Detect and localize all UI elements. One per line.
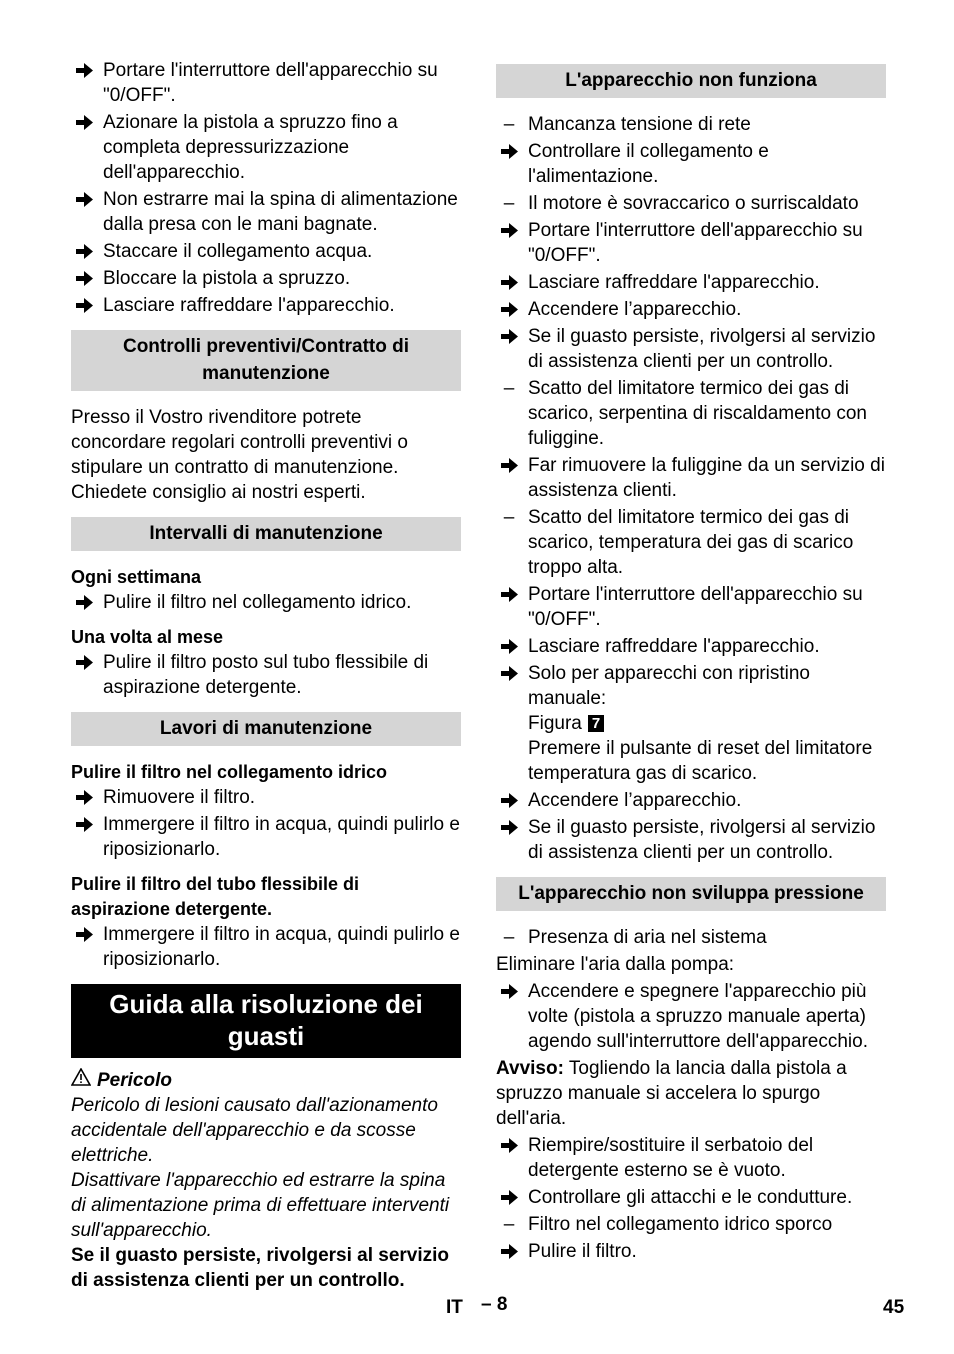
no-pressure-heading: L'apparecchio non sviluppa pressione	[496, 877, 886, 911]
intro-steps	[71, 58, 461, 318]
not-working-item-text: Controllare il collegamento e l'alimentazione.	[528, 141, 769, 187]
arrow-icon	[498, 270, 520, 295]
dash-icon: –	[503, 114, 515, 135]
after-reset-item-text: Se il guasto persiste, rivolgersi al servizio di assistenza clienti per un controllo.	[528, 817, 876, 863]
dash-icon: –	[503, 927, 515, 948]
final-item	[496, 1239, 886, 1264]
not-working-item-text: Se il guasto persiste, rivolgersi al servizio di assistenza clienti per un controllo.	[528, 326, 876, 372]
arrow-icon	[498, 297, 520, 322]
air-cause	[496, 925, 886, 950]
water-filter-step-text: Rimuovere il filtro.	[103, 787, 256, 808]
monthly-step-text: Pulire il filtro posto sul tubo flessibile di aspirazione detergente.	[103, 652, 429, 698]
clean-hose-filter-step	[71, 922, 461, 972]
arrow-icon	[498, 634, 520, 659]
monthly-step	[71, 650, 461, 700]
work-heading: Lavori di manutenzione	[71, 712, 461, 746]
intro-step-text: Portare l'interruttore dell'apparecchio su "0/OFF".	[103, 60, 438, 106]
intervals-heading: Intervalli di manutenzione	[71, 517, 461, 551]
arrow-icon	[498, 582, 520, 607]
final-item-text: Riempire/sostituire il serbatoio del detergente esterno se è vuoto.	[528, 1135, 814, 1181]
arrow-icon	[498, 1185, 520, 1210]
weekly-step	[71, 590, 461, 615]
not-working-item-text: Far rimuovere la fuliggine da un servizio di assistenza clienti.	[528, 455, 885, 501]
monthly-label: Una volta al mese	[71, 627, 224, 647]
arrow-icon	[73, 785, 95, 810]
water-filter-step	[71, 812, 461, 862]
arrow-icon	[73, 590, 95, 615]
arrow-icon	[73, 110, 95, 135]
after-reset-item	[496, 788, 886, 813]
arrow-icon	[498, 139, 520, 164]
dash-icon: –	[503, 1214, 515, 1235]
water-filter-step-text: Immergere il filtro in acqua, quindi pulirlo e riposizionarlo.	[103, 814, 460, 860]
arrow-icon	[498, 979, 520, 1004]
dash-icon: –	[503, 193, 515, 214]
final-item	[496, 1185, 886, 1210]
not-working-item	[496, 634, 886, 659]
controls-heading: Controlli preventivi/Contratto di manutenzione	[71, 330, 461, 391]
intro-step-text: Staccare il collegamento acqua.	[103, 241, 373, 262]
troubleshoot-heading: Guida alla risoluzione dei guasti	[71, 984, 461, 1058]
final-item	[496, 1133, 886, 1183]
danger-text-2: Disattivare l'apparecchio ed estrarre la spina di alimentazione prima di effettuare interventi sull'apparecchio.	[71, 1170, 450, 1241]
intro-step	[71, 110, 461, 185]
clean-water-filter-steps	[71, 785, 461, 862]
intro-step-text: Azionare la pistola a spruzzo fino a completa depressurizzazione dell'apparecchio.	[103, 112, 398, 183]
arrow-icon	[498, 324, 520, 349]
controls-text: Presso il Vostro rivenditore potrete concordare regolari controlli preventivi o stipulare un contratto di manutenzione. Chiedete consiglio ai nostri esperti.	[71, 407, 408, 503]
intro-step-text: Lasciare raffreddare l'apparecchio.	[103, 295, 395, 316]
bleed-intro: Eliminare l'aria dalla pompa:	[496, 954, 735, 975]
not-working-item-text: Scatto del limitatore termico dei gas di scarico, temperatura dei gas di scarico troppo alta.	[528, 507, 854, 578]
water-filter-step	[71, 785, 461, 810]
arrow-icon	[498, 788, 520, 813]
intro-step	[71, 58, 461, 108]
clean-hose-filter-label: Pulire il filtro del tubo flessibile di aspirazione detergente.	[71, 874, 360, 919]
not-working-item-text: Scatto del limitatore termico dei gas di scarico, serpentina di riscaldamento con fuliggine.	[528, 378, 868, 449]
arrow-icon	[73, 293, 95, 318]
not-working-item	[496, 324, 886, 374]
not-working-item	[496, 139, 886, 189]
arrow-icon	[73, 266, 95, 291]
arrow-icon	[498, 218, 520, 243]
left-column	[71, 58, 461, 1293]
footer-section-page: – 8	[481, 1294, 508, 1315]
danger-bold-text: Se il guasto persiste, rivolgersi al servizio di assistenza clienti per un controllo.	[71, 1245, 450, 1291]
intro-step	[71, 293, 461, 318]
not-working-item	[496, 297, 886, 322]
not-working-item-text: Lasciare raffreddare l'apparecchio.	[528, 272, 820, 293]
intro-step	[71, 239, 461, 264]
after-reset-item	[496, 815, 886, 865]
danger-title-text: Pericolo	[97, 1070, 172, 1091]
final-item-text: Controllare gli attacchi e le condutture.	[528, 1187, 853, 1208]
notice-label: Avviso:	[496, 1058, 564, 1079]
bleed-step-text: Accendere e spegnere l'apparecchio più volte (pistola a spruzzo manuale aperta) agendo sull'interruttore dell'apparecchio.	[528, 981, 868, 1052]
arrow-icon	[73, 922, 95, 947]
notice-text: Togliendo la lancia dalla pistola a spruzzo manuale si accelera lo spurgo dell'aria.	[496, 1058, 847, 1129]
arrow-icon	[73, 650, 95, 675]
dash-icon: –	[503, 507, 515, 528]
not-working-item-text: Portare l'interruttore dell'apparecchio su "0/OFF".	[528, 220, 863, 266]
dash-icon: –	[503, 378, 515, 399]
not-working-item	[496, 112, 886, 137]
not-working-item-text: Lasciare raffreddare l'apparecchio.	[528, 636, 820, 657]
after-reset-list	[496, 788, 886, 865]
figure-label: Figura	[528, 713, 582, 734]
arrow-icon	[73, 58, 95, 83]
weekly-step-text: Pulire il filtro nel collegamento idrico.	[103, 592, 412, 613]
arrow-icon	[73, 187, 95, 212]
danger-title	[71, 1068, 461, 1093]
reset-text: Premere il pulsante di reset del limitatore temperatura gas di scarico.	[528, 738, 873, 784]
not-working-item-text: Accendere l’apparecchio.	[528, 299, 742, 320]
not-working-item	[496, 582, 886, 632]
not-working-item-text: Portare l'interruttore dell'apparecchio su "0/OFF".	[528, 584, 863, 630]
arrow-icon	[498, 815, 520, 840]
manual-reset-text: Solo per apparecchi con ripristino manuale:	[528, 663, 810, 709]
intro-step-text: Bloccare la pistola a spruzzo.	[103, 268, 351, 289]
intro-step	[71, 266, 461, 291]
not-working-item-text: Il motore è sovraccarico o surriscaldato	[528, 193, 859, 214]
arrow-icon	[73, 812, 95, 837]
air-cause-text: Presenza di aria nel sistema	[528, 927, 767, 948]
weekly-label: Ogni settimana	[71, 567, 202, 587]
right-column	[496, 58, 886, 1266]
footer-language: IT	[446, 1297, 463, 1318]
not-working-item	[496, 270, 886, 295]
arrow-icon	[498, 661, 520, 686]
not-working-item	[496, 218, 886, 268]
arrow-icon	[498, 1133, 520, 1158]
after-reset-item-text: Accendere l’apparecchio.	[528, 790, 742, 811]
not-working-item	[496, 376, 886, 451]
final-item-text: Pulire il filtro.	[528, 1241, 637, 1262]
arrow-icon	[73, 239, 95, 264]
figure-number: 7	[588, 715, 604, 732]
arrow-icon	[498, 1239, 520, 1264]
not-working-list	[496, 112, 886, 659]
final-item	[496, 1212, 886, 1237]
not-working-item-text: Mancanza tensione di rete	[528, 114, 751, 135]
clean-water-filter-label: Pulire il filtro nel collegamento idrico	[71, 762, 388, 782]
arrow-icon	[498, 453, 520, 478]
clean-hose-filter-step-text: Immergere il filtro in acqua, quindi pulirlo e riposizionarlo.	[103, 924, 460, 970]
danger-text-1: Pericolo di lesioni causato dall'azionamento accidentale dell'apparecchio e da scosse elettriche.	[71, 1095, 438, 1166]
warning-triangle-icon	[71, 1070, 91, 1091]
intro-step	[71, 187, 461, 237]
footer-page-number: 45	[883, 1297, 905, 1318]
notice	[496, 1056, 886, 1131]
final-item-text: Filtro nel collegamento idrico sporco	[528, 1214, 833, 1235]
not-working-item	[496, 453, 886, 503]
not-working-item	[496, 505, 886, 580]
not-working-item	[496, 191, 886, 216]
intro-step-text: Non estrarre mai la spina di alimentazione dalla presa con le mani bagnate.	[103, 189, 458, 235]
bleed-step	[496, 979, 886, 1054]
final-list	[496, 1133, 886, 1264]
manual-reset-step	[496, 661, 886, 786]
not-working-heading: L'apparecchio non funziona	[496, 64, 886, 98]
